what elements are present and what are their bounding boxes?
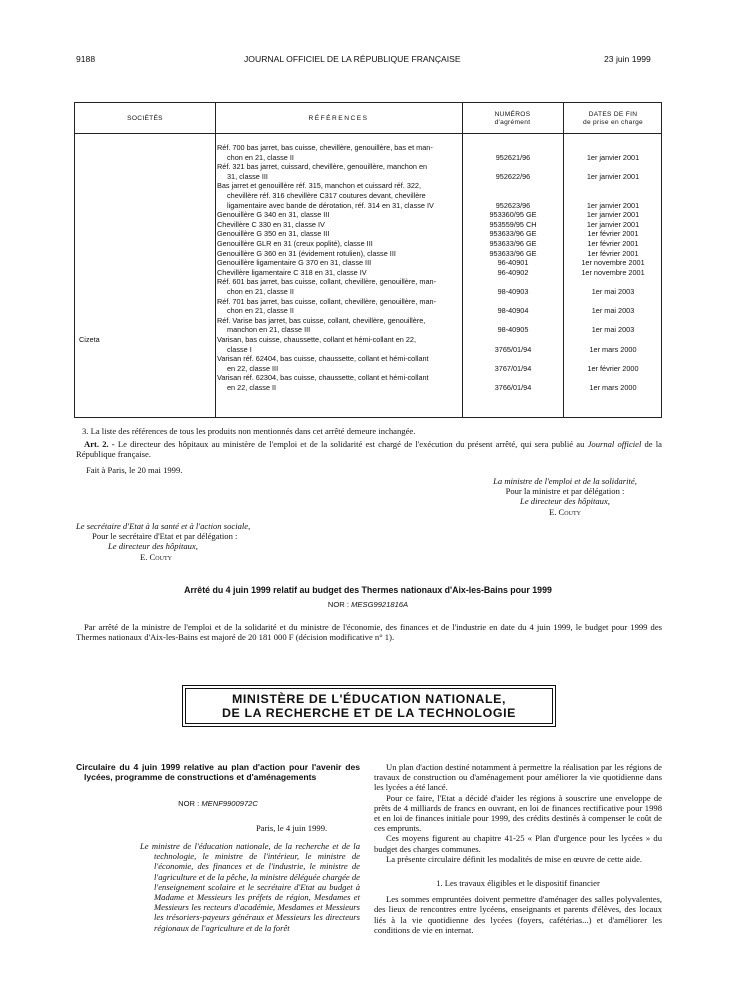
row-reference-line: Genouillère ligamentaire G 370 en 31, classe III <box>217 258 372 268</box>
article-2-text-b: de la République française. <box>76 439 662 460</box>
row-approval-number: 952622/96 <box>495 171 531 181</box>
row-reference-line: chon en 21, classe II <box>227 306 294 316</box>
row-reference-line: Réf. 321 bas jarret, cuissard, chevillère, genouillère, manchon en <box>217 162 428 172</box>
signature-right-name: E. Couty <box>549 506 581 517</box>
row-reference <box>217 277 462 296</box>
journal-title: JOURNAL OFFICIEL DE LA RÉPUBLIQUE FRANÇAISE <box>244 54 461 64</box>
row-reference <box>217 210 462 220</box>
row-reference <box>217 143 462 162</box>
table-row <box>75 239 663 249</box>
header-divider <box>75 133 661 134</box>
row-approval-number: 952623/96 <box>495 200 531 210</box>
row-company: Cizeta <box>79 335 100 344</box>
signature-left-line3: Le directeur des hôpitaux, <box>108 541 198 552</box>
circulaire-title: Circulaire du 4 juin 1999 relative au plan d'action pour l'avenir des lycées, programme de constructions et d'aménagements <box>76 762 360 782</box>
row-reference <box>217 239 462 249</box>
row-reference-line: chon en 21, classe II <box>227 152 294 162</box>
row-approval-number: 3766/01/94 <box>494 382 532 392</box>
row-reference-line: Genouillère G 360 en 31 (évidement rotulien), classe III <box>217 248 396 258</box>
circulaire-nor-code: MENF9900972C <box>201 799 258 808</box>
table-row <box>75 277 663 296</box>
table-row <box>75 229 663 239</box>
body-paragraph-2: Pour ce faire, l'Etat a décidé d'aider les régions à souscrire une enveloppe de prêts de 4 milliards de francs en ouvrant, en loi de finances rectificative pour 1998 et en loi de finances initiale pour 1999, des crédits destinés à compenser le coût de ces emprunts. <box>374 792 662 834</box>
table-row <box>75 297 663 316</box>
signature-block-right <box>465 476 665 517</box>
row-approval-number: 98-40903 <box>497 286 529 296</box>
circulaire-nor <box>76 799 360 809</box>
row-reference-line: Bas jarret et genouillère réf. 315, manchon et cuissard réf. 322, <box>217 181 422 191</box>
row-reference-line: Varisan, bas cuisse, chaussette, collant et hémi-collant en 22, <box>217 335 417 344</box>
row-approval-number: 96-40901 <box>497 258 529 268</box>
row-approval-number: 953633/96 GE <box>489 239 537 248</box>
arrete-title: Arrêté du 4 juin 1999 relatif au budget des Thermes nationaux d'Aix-les-Bains pour 1999 <box>184 585 552 595</box>
row-end-date: 1er mai 2003 <box>591 286 635 296</box>
col-header-societes: SOCIÉTÉS <box>127 115 163 122</box>
row-reference-line: chon en 21, classe II <box>227 286 294 296</box>
row-reference <box>217 258 462 268</box>
row-approval-number: 953559/95 CH <box>489 219 537 229</box>
signing-place-date: Fait à Paris, le 20 mai 1999. <box>86 465 183 475</box>
col-header-references: RÉFÉRENCES <box>308 115 369 122</box>
table-row <box>75 210 663 220</box>
row-reference-line: ligamentaire avec bande de dérotation, réf. 314 en 31, classe IV <box>227 200 434 210</box>
row-reference-line: Varisan réf. 62304, bas cuisse, chaussette, collant et hémi-collant <box>217 373 429 383</box>
row-reference-line: Réf. 700 bas jarret, bas cuisse, chevillère, genouillère, bas et man- <box>217 143 433 152</box>
row-end-date: 1er janvier 2001 <box>586 171 640 181</box>
row-end-date: 1er février 2000 <box>587 363 639 373</box>
circulaire-nor-label: NOR : <box>178 799 202 808</box>
row-reference-line: 31, classe III <box>227 171 268 181</box>
row-reference-line: Genouillère G 340 en 31, classe III <box>217 210 330 220</box>
col-header-dates-line1: DATES DE FIN <box>588 111 638 118</box>
arrete-nor-label: NOR : <box>327 600 352 609</box>
row-end-date: 1er février 2001 <box>587 239 639 248</box>
body-paragraph-4: La présente circulaire définit les modalités de mise en œuvre de cette aide. <box>386 853 643 864</box>
table-row <box>75 249 663 259</box>
row-approval-number: 98-40905 <box>497 325 529 335</box>
row-end-date: 1er mars 2000 <box>589 344 637 354</box>
note-3: 3. La liste des références de tous les produits non mentionnés dans cet arrêté demeure inchangée. <box>82 426 416 436</box>
row-reference-line: Genouillère GLR en 31 (creux poplité), classe III <box>217 239 373 248</box>
article-2 <box>76 439 662 459</box>
signature-right-line1: La ministre de l'emploi et de la solidarité, <box>493 476 637 486</box>
table-row <box>75 373 663 392</box>
row-reference-line: Réf. 601 bas jarret, bas cuisse, collant, chevillère, genouillère, man- <box>217 277 437 287</box>
article-2-text-a: Le directeur des hôpitaux au ministère de l'emploi et de la solidarité est chargé de l'exécution du présent arrêté, qui sera publié au <box>114 439 588 449</box>
circulaire-place-date: Paris, le 4 juin 1999. <box>256 823 328 833</box>
row-approval-number: 3765/01/94 <box>494 344 532 354</box>
row-reference-line: Varisan réf. 62404, bas cuisse, chaussette, collant et hémi-collant <box>217 354 429 364</box>
row-end-date: 1er novembre 2001 <box>581 258 645 268</box>
row-reference <box>217 373 462 392</box>
row-end-date: 1er mars 2000 <box>589 382 637 392</box>
arrete-body: Par arrêté de la ministre de l'emploi et de la solidarité et du ministre de l'économie, des finances et de l'industrie en date du 4 juin 1999, le budget pour 1999 des Thermes nationaux d'Aix-les-Bains est majoré de 20 181 000 F (décision modificative n° 1). <box>76 622 662 643</box>
table-row <box>75 220 663 230</box>
ministry-heading-box <box>182 685 556 727</box>
article-2-journal: Journal officiel <box>587 439 642 449</box>
row-end-date: 1er janvier 2001 <box>586 219 640 229</box>
arrete-nor <box>74 600 662 610</box>
ministry-line2: DE LA RECHERCHE ET DE LA TECHNOLOGIE <box>222 706 516 720</box>
row-end-date: 1er mai 2003 <box>591 325 635 335</box>
row-end-date: 1er mai 2003 <box>591 306 635 316</box>
arrete-nor-code: MESG9921816A <box>351 600 409 609</box>
col-header-dates <box>563 111 663 127</box>
issue-date: 23 juin 1999 <box>604 54 651 64</box>
row-reference <box>217 297 462 316</box>
page-number: 9188 <box>76 54 96 64</box>
signature-left-line1: Le secrétaire d'Etat à la santé et à l'action sociale, <box>76 521 251 531</box>
row-approval-number: 952621/96 <box>495 152 531 162</box>
row-reference <box>217 220 462 230</box>
circulaire-body <box>374 762 662 935</box>
body-paragraph-1: Un plan d'action destiné notamment à permettre la réalisation par les régions de travaux de construction ou d'aménagement pour améliorer la vie quotidienne dans les lycées a été lancé. <box>374 762 662 793</box>
row-approval-number: 953633/96 GE <box>489 229 537 239</box>
row-end-date: 1er février 2001 <box>587 229 639 239</box>
row-reference-line: classe I <box>227 344 252 354</box>
row-reference-line: Chevillère ligamentaire C 318 en 31, classe IV <box>217 267 367 277</box>
signature-block-left <box>76 521 336 562</box>
row-reference-line: manchon en 21, classe III <box>227 325 311 335</box>
row-reference <box>217 229 462 239</box>
signature-right-line3: Le directeur des hôpitaux, <box>520 496 610 507</box>
row-reference <box>217 249 462 259</box>
article-2-label: Art. 2. - <box>84 439 115 449</box>
table-row <box>75 143 663 162</box>
table-row <box>75 258 663 268</box>
row-reference-line: Réf. 701 bas jarret, bas cuisse, collant, chevillère, genouillère, man- <box>217 296 437 306</box>
table-row <box>75 316 663 335</box>
signature-right-line2: Pour la ministre et par délégation : <box>505 486 625 497</box>
col-header-numeros-line2: d'agrément <box>494 118 531 126</box>
col-header-dates-line2: de prise en charge <box>582 118 644 126</box>
row-end-date: 1er janvier 2001 <box>586 210 640 220</box>
row-reference-line: Chevillère C 330 en 31, classe IV <box>217 219 325 229</box>
circulaire-addressees: Le ministre de l'éducation nationale, de la recherche et de la technologie, le ministre de l'intérieur, le ministre de l'économie, des finances et de l'industrie, le ministre de l'agriculture et de la pêche, la ministre déléguée chargée de l'enseignement scolaire et le secrétaire d'Etat au budget à Madame et Messieurs les préfets de région, Mesdames et Messieurs les recteurs d'académie, Mesdames et Messieurs les trésoriers-payeurs généraux et Messieurs les directeurs régionaux de l'agriculture et de la forêt <box>140 841 360 933</box>
row-reference <box>217 162 462 181</box>
row-reference-line: Genouillère G 350 en 31, classe III <box>217 229 330 239</box>
body-paragraph-5: Les sommes empruntées doivent permettre d'aménager des salles polyvalentes, des lieux de rencontres entre lycéens, enseignants et parents d'élèves, des locaux liés à la vie quotidienne des lycées (foyers, cafétérias...) et d'améliorer les conditions de vie en internat. <box>374 894 662 935</box>
row-reference-line: chevillère réf. 316 chevillère C317 coutures devant, chevillère <box>227 190 426 200</box>
signature-left-name: E. Couty <box>140 551 172 562</box>
table-row <box>75 268 663 278</box>
row-end-date: 1er janvier 2001 <box>586 152 640 162</box>
row-approval-number: 96-40902 <box>497 267 529 277</box>
table-row <box>75 354 663 373</box>
table-row <box>75 162 663 181</box>
table-row <box>75 181 663 210</box>
row-reference <box>217 354 462 373</box>
row-approval-number: 953633/96 GE <box>489 248 537 258</box>
row-end-date: 1er janvier 2001 <box>586 200 640 210</box>
row-approval-number: 953360/95 GE <box>489 210 537 220</box>
section-heading-1: 1. Les travaux éligibles et le dispositif financier <box>436 878 600 889</box>
row-reference <box>217 316 462 335</box>
row-reference-line: Réf. Varise bas jarret, bas cuisse, collant, chevillère, genouillère, <box>217 315 426 325</box>
row-reference <box>217 181 462 210</box>
row-end-date: 1er novembre 2001 <box>581 267 645 277</box>
signature-left-line2: Pour le secrétaire d'Etat et par délégation : <box>92 531 238 542</box>
row-approval-number: 98-40904 <box>497 306 529 316</box>
row-reference-line: en 22, classe II <box>227 382 277 392</box>
col-header-numeros <box>462 111 563 127</box>
row-end-date: 1er février 2001 <box>587 248 639 258</box>
row-reference-line: en 22, classe III <box>227 363 279 373</box>
col-header-numeros-line1: NUMÉROS <box>494 111 531 118</box>
table-row <box>75 335 663 354</box>
body-paragraph-3: Ces moyens figurent au chapitre 41-25 « Plan d'urgence pour les lycées » du budget des charges communes. <box>374 833 662 854</box>
ministry-line1: MINISTÈRE DE L'ÉDUCATION NATIONALE, <box>231 692 507 706</box>
approval-table <box>74 102 662 418</box>
row-reference <box>217 268 462 278</box>
row-reference <box>217 335 462 354</box>
row-approval-number: 3767/01/94 <box>494 363 532 373</box>
